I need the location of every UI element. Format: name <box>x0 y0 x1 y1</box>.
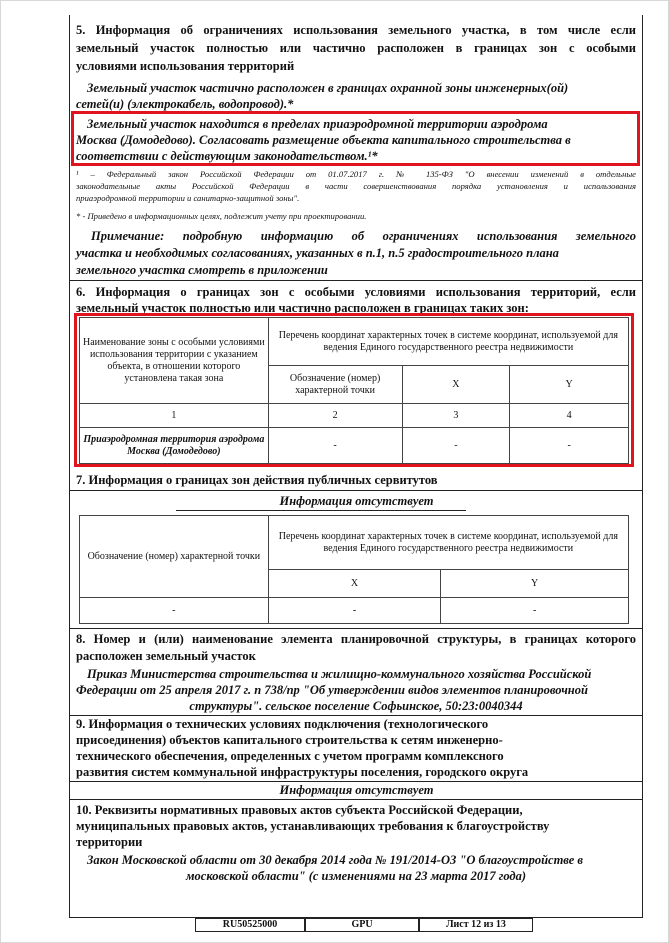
point-cell: - <box>80 598 269 624</box>
y-cell: - <box>510 428 629 464</box>
section5-highlight-line-2: Москва (Домодедово). Согласовать размещение объекта капитального строительства в <box>76 133 571 147</box>
section10-text-line-2: московской области" (с изменениями на 23 марта 2017 года) <box>185 869 527 883</box>
section8-heading-line-2: расположен земельный участок <box>76 649 256 663</box>
y-header: Y <box>441 570 629 598</box>
section8-text-line-3: структуры". сельское поселение Софьинское, 50:23:0040344 <box>189 699 523 713</box>
zone-name-header: Наименование зоны с особыми условиями использования территории с указанием объекта, в отношении которого установлена такая зона <box>80 318 269 404</box>
remark-line-2: участка и необходимых согласованиях, указанных в п.1, п.5 градостроительного плана <box>76 246 559 260</box>
divider <box>70 490 643 491</box>
section9-heading-line-2: присоединения) объектов капитального строительства к сетям инженерно- <box>76 733 503 747</box>
y-cell: - <box>441 598 629 624</box>
section5-heading-line-1: 5. Информация об ограничениях использования земельного участка, в том числе если <box>76 23 636 37</box>
section10-heading-line-1: 10. Реквизиты нормативных правовых актов субъекта Российской Федерации, <box>76 803 523 817</box>
section10-text-line-1: Закон Московской области от 30 декабря 2014 года № 191/2014-ОЗ "О благоустройстве в <box>87 853 583 867</box>
section7-heading: 7. Информация о границах зон действия публичных сервитутов <box>76 473 438 487</box>
x-cell: - <box>268 598 441 624</box>
y-header: Y <box>510 366 629 404</box>
section9-absent: Информация отсутствует <box>279 783 434 797</box>
column-number: 2 <box>268 404 402 428</box>
x-cell: - <box>402 428 510 464</box>
coords-header: Перечень координат характерных точек в системе координат, используемой для ведения Единого государственного реестра недвижимости <box>268 516 628 570</box>
info-note: * - Приведено в информационных целях, подлежит учету при проектировании. <box>76 211 367 221</box>
section5-heading-line-2: земельный участок полностью или частично расположен в границах зон с особыми <box>76 41 636 55</box>
section8-text-line-1: Приказ Министерства строительства и жилищно-коммунального хозяйства Российской <box>87 667 592 681</box>
point-header: Обозначение (номер) характерной точки <box>80 516 269 598</box>
section5-note-line-1: Земельный участок частично расположен в границах охранной зоны инженерных(ой) <box>87 81 569 95</box>
footnote-line-1: ¹ – Федеральный закон Российской Федерации от 01.07.2017 г. № 135-ФЗ "О внесении изменений в отдельные <box>76 169 636 179</box>
divider <box>70 280 643 281</box>
section9-heading-line-4: развития систем коммунальной инфраструктуры поселения, городского округа <box>76 765 529 779</box>
section9-heading-line-3: технического обеспечения, определенных с учетом программ комплексного <box>76 749 504 763</box>
x-header: X <box>268 570 441 598</box>
divider <box>70 781 643 782</box>
section10-heading-line-2: муниципальных правовых актов, устанавливающих требования к благоустройству <box>76 819 550 833</box>
table-highlight-box <box>74 313 634 467</box>
section8-text-line-2: Федерации от 25 апреля 2017 г. n 738/пр "Об утверждении видов элементов планировочной <box>76 683 588 697</box>
footnote-line-2: законодательные акты Российской Федерации в части совершенствования порядка установления и использования <box>76 181 636 191</box>
remark-line-3: земельного участка смотреть в приложении <box>76 263 328 277</box>
column-number: 3 <box>402 404 510 428</box>
point-header: Обозначение (номер) характерной точки <box>268 366 402 404</box>
section6-heading-line-2: земельный участок полностью или частично расположен в границах таких зон: <box>76 301 529 315</box>
column-number: 1 <box>80 404 269 428</box>
underline <box>176 510 466 511</box>
column-number: 4 <box>510 404 629 428</box>
section6-heading-line-1: 6. Информация о границах зон с особыми условиями использования территорий, если <box>76 285 636 299</box>
x-header: X <box>402 366 510 404</box>
coords-header: Перечень координат характерных точек в системе координат, используемой для ведения Единого государственного реестра недвижимости <box>268 318 628 366</box>
zone-name-cell: Приаэродромная территория аэродрома Москва (Домодедово) <box>80 428 269 464</box>
section5-highlight-line-1: Земельный участок находится в пределах приаэродромной территории аэродрома <box>87 117 548 131</box>
remark-line-1: Примечание: подробную информацию об ограничениях использования земельного <box>91 229 636 243</box>
section5-note-line-2: сетей(и) (электрокабель, водопровод).* <box>76 97 294 111</box>
footer-doc-number: RU50525000 <box>195 918 305 932</box>
point-cell: - <box>268 428 402 464</box>
section10-heading-line-3: территории <box>76 835 143 849</box>
divider <box>70 799 643 800</box>
section7-absent: Информация отсутствует <box>279 494 434 508</box>
divider <box>70 715 643 716</box>
section8-heading-line-1: 8. Номер и (или) наименование элемента планировочной структуры, в границах которого <box>76 632 636 646</box>
section9-heading-line-1: 9. Информация о технических условиях подключения (технологического <box>76 717 489 731</box>
divider <box>70 628 643 629</box>
footnote-line-3: приаэродромной территории и санитарно-защитной зоны". <box>76 193 300 203</box>
footer-sheet: Лист 12 из 13 <box>419 918 533 932</box>
footer-doc-type: GPU <box>305 918 419 932</box>
section5-heading-line-3: условиями использования территорий <box>76 59 295 73</box>
section5-highlight-line-3: соответствии с действующим законодательством.¹* <box>76 149 378 163</box>
section7-table <box>79 515 629 624</box>
highlight-box <box>71 111 640 166</box>
